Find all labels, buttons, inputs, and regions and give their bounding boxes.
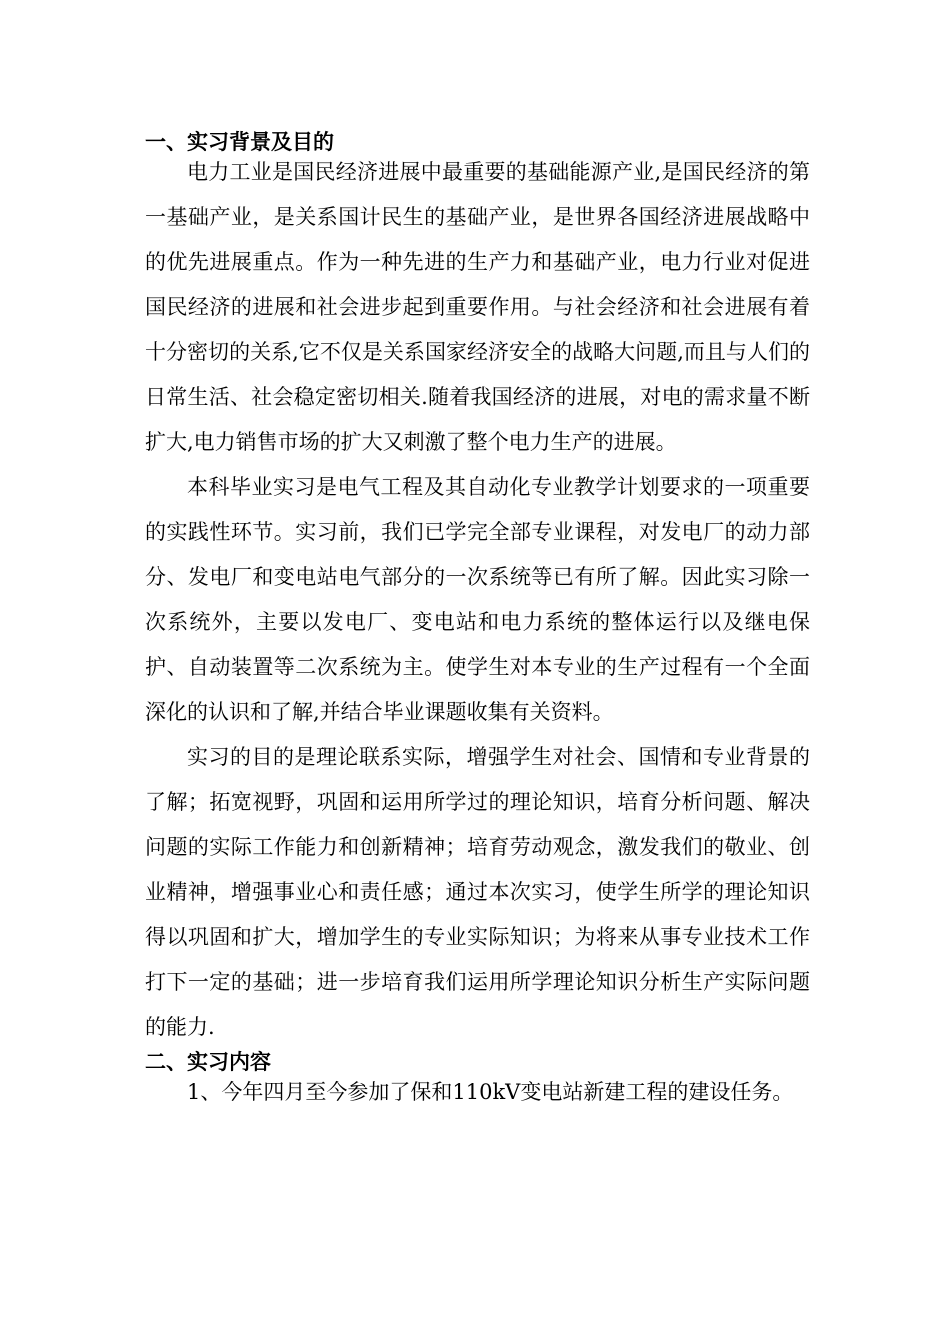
- paragraph: 电力工业是国民经济进展中最重要的基础能源产业,是国民经济的第一基础产业，是关系国计民生的基础产业，是世界各国经济进展战略中的优先进展重点。作为一种先进的生产力和基础产业，电力行业对促进国民经济的进展和社会进步起到重要作用。与社会经济和社会进展有着十分密切的关系,它不仅是关系国家经济安全的战略大问题,而且与人们的日常生活、社会稳定密切相关.随着我国经济的进展，对电的需求量不断扩大,电力销售市场的扩大又刺激了整个电力生产的进展。: [145, 160, 810, 454]
- section-heading: 二、实习内容: [145, 1050, 271, 1074]
- paragraph: 1、今年四月至今参加了保和110kV变电站新建工程的建设任务。: [187, 1080, 794, 1104]
- document-page: [145, 126, 810, 1115]
- paragraph: 实习的目的是理论联系实际，增强学生对社会、国情和专业背景的了解；拓宽视野，巩固和运用所学过的理论知识，培育分析问题、解决问题的实际工作能力和创新精神；培育劳动观念，激发我们的敬业、创业精神，增强事业心和责任感；通过本次实习，使学生所学的理论知识得以巩固和扩大，增加学生的专业实际知识；为将来从事专业技术工作打下一定的基础；进一步培育我们运用所学理论知识分析生产实际问题的能力.: [145, 745, 810, 1039]
- paragraph: 本科毕业实习是电气工程及其自动化专业教学计划要求的一项重要的实践性环节。实习前，我们已学完全部专业课程，对发电厂的动力部分、发电厂和变电站电气部分的一次系统等已有所了解。因此实习除一次系统外，主要以发电厂、变电站和电力系统的整体运行以及继电保护、自动装置等二次系统为主。使学生对本专业的生产过程有一个全面深化的认识和了解,并结合毕业课题收集有关资料。: [145, 475, 810, 724]
- section-heading: 一、实习背景及目的: [145, 130, 334, 154]
